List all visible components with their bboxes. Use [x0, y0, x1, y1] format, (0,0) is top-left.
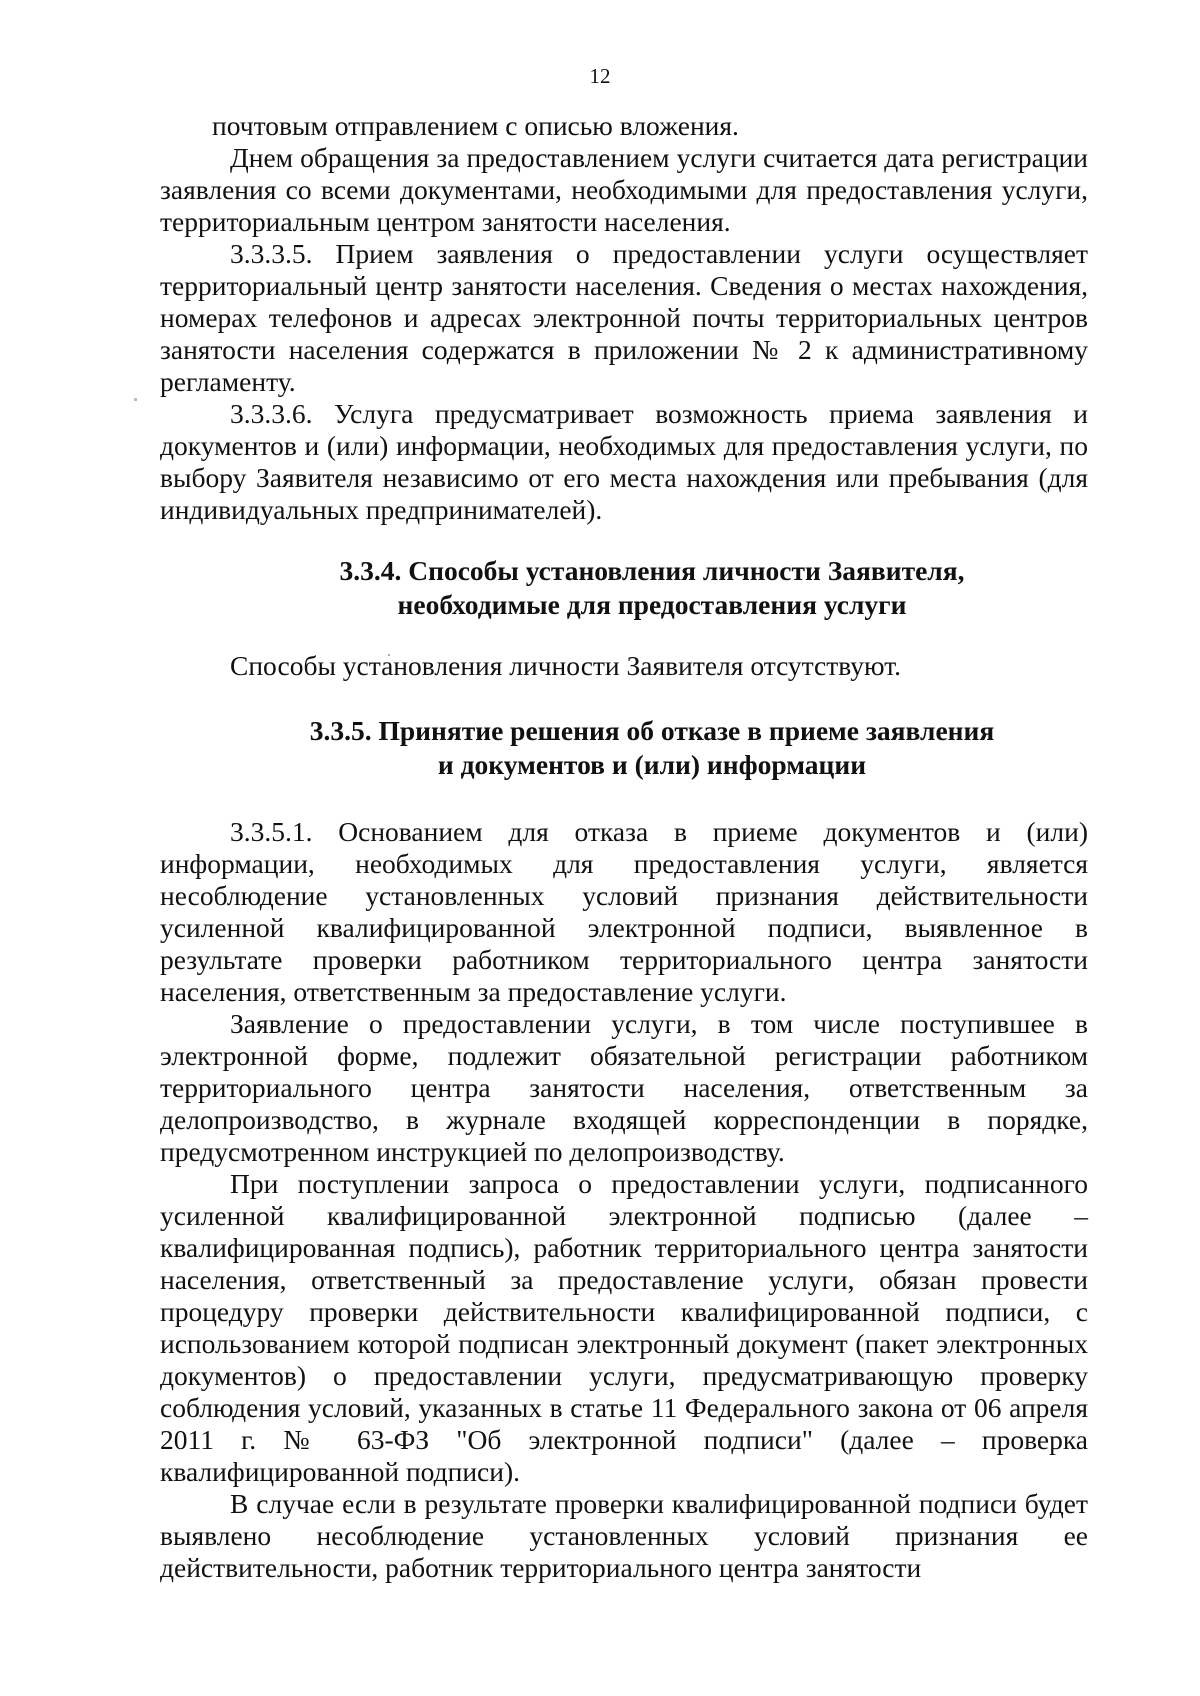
heading-line: 3.3.4. Способы установления личности Заявителя,: [339, 555, 965, 586]
page-number: 12: [589, 64, 611, 88]
heading-line: необходимые для предоставления услуги: [397, 589, 907, 620]
paragraph: Заявление о предоставлении услуги, в том числе поступившее в электронной форме, подлежит обязательной регистрации работником территориального центра занятости населения, ответственным за делопроизводство, в журнале входящей корреспонденции в порядке, предусмотренном инструкцией по делопроизводству.: [160, 1008, 1088, 1167]
section-heading-3-3-4: [160, 554, 1088, 622]
section-3-3-4-text: Способы установления личности Заявителя отсутствуют.: [230, 650, 902, 681]
section-heading-3-3-5: [160, 714, 1088, 782]
heading-line: и документов и (или) информации: [437, 749, 867, 780]
scan-speck: [134, 398, 137, 401]
document-body: [160, 110, 1088, 1584]
paragraph: 3.3.3.5. Прием заявления о предоставлении услуги осуществляет территориальный центр занятости населения. Сведения о местах нахождения, номерах телефонов и адресах электронной почты территориальных центров занятости населения содержатся в приложении № 2 к административному регламенту.: [160, 238, 1088, 397]
paragraph: Днем обращения за предоставлением услуги считается дата регистрации заявления со всеми документами, необходимыми для предоставления услуги, территориальным центром занятости населения.: [160, 142, 1088, 237]
paragraph: 3.3.5.1. Основанием для отказа в приеме документов и (или) информации, необходимых для предоставления услуги, является несоблюдение установленных условий признания действительности усиленной квалифицированной электронной подписи, выявленное в результате проверки работником территориального центра занятости населения, ответственным за предоставление услуги.: [160, 816, 1088, 1007]
paragraph-continuation: почтовым отправлением с описью вложения.: [212, 110, 739, 141]
paragraph: При поступлении запроса о предоставлении услуги, подписанного усиленной квалифицированной электронной подписью (далее – квалифицированная подпись), работник территориального центра занятости населения, ответственный за предоставление услуги, обязан провести процедуру проверки действительности квалифицированной подписи, с использованием которой подписан электронный документ (пакет электронных документов) о предоставлении услуги, предусматривающую проверку соблюдения условий, указанных в статье 11 Федерального закона от 06 апреля 2011 г. № 63-ФЗ "Об электронной подписи" (далее – проверка квалифицированной подписи).: [160, 1168, 1088, 1487]
paragraph: В случае если в результате проверки квалифицированной подписи будет выявлено несоблюдение установленных условий признания ее действительности, работник территориального центра занятости: [160, 1488, 1088, 1583]
paragraph: 3.3.3.6. Услуга предусматривает возможность приема заявления и документов и (или) информации, необходимых для предоставления услуги, по выбору Заявителя независимо от его места нахождения или пребывания (для индивидуальных предпринимателей).: [160, 398, 1088, 525]
heading-line: 3.3.5. Принятие решения об отказе в приеме заявления: [309, 715, 995, 746]
